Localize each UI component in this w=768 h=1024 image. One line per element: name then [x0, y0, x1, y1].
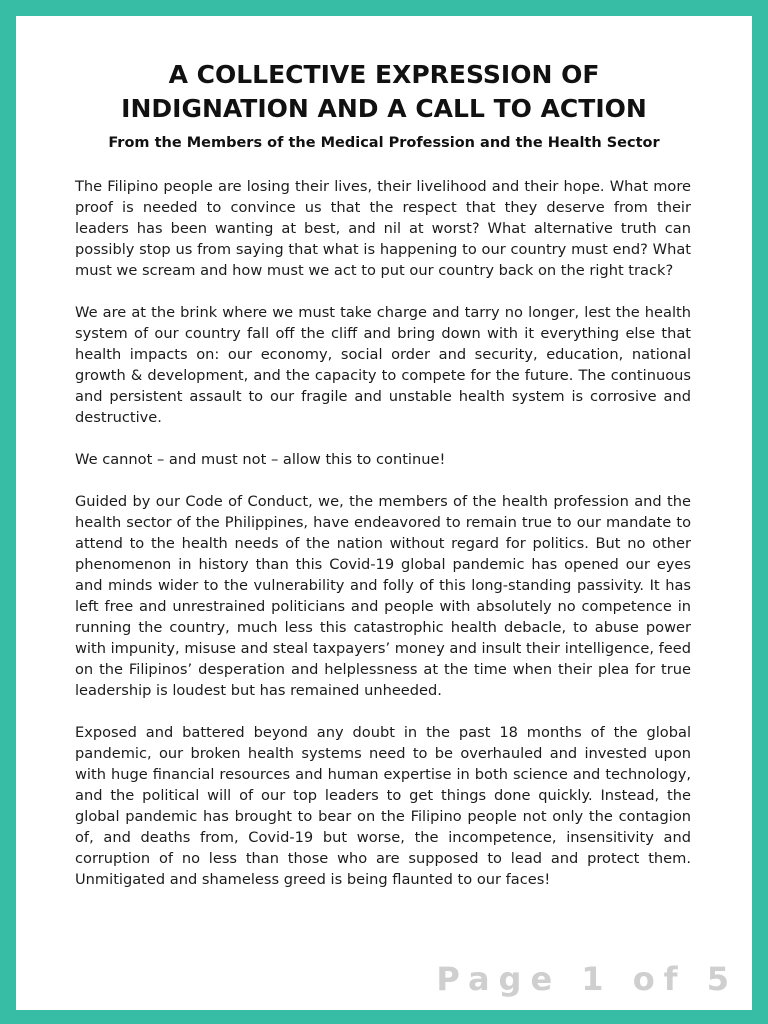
paragraph-2: We are at the brink where we must take charge and tarry no longer, lest the health system of our country fall off the cliff and bring down with it everything else that health impacts on: our economy, social order and security, education, national growth & development, and the capacity to compete for the future. The continuous and persistent assault to our fragile and unstable health system is corrosive and destructive. — [75, 304, 691, 426]
document-subtitle: From the Members of the Medical Profession and the Health Sector — [108, 135, 660, 151]
document-title — [16, 58, 752, 126]
paragraph-4: Guided by our Code of Conduct, we, the members of the health profession and the health sector of the Philippines, have endeavored to remain true to our mandate to attend to the health needs of the nation without regard for politics. But no other phenomenon in history than this Covid-19 global pandemic has opened our eyes and minds wider to the vulnerability and folly of this long-standing passivity. It has left free and unrestrained politicians and people with absolutely no competence in running the country, much less this catastrophic health debacle, to abuse power with impunity, misuse and steal taxpayers’ money and insult their intelligence, feed on the Filipinos’ desperation and helplessness at the time when their plea for true leadership is loudest but has remained unheeded. — [75, 493, 691, 699]
paragraph-3: We cannot – and must not – allow this to continue! — [75, 451, 446, 468]
document-page — [16, 16, 752, 1010]
page-number: Page 1 of 5 — [436, 960, 738, 998]
document-body — [75, 176, 691, 911]
paragraph-5: Exposed and battered beyond any doubt in the past 18 months of the global pandemic, our broken health systems need to be overhauled and invested upon with huge financial resources and human expertise in both science and technology, and the political will of our top leaders to get things done quickly. Instead, the global pandemic has brought to bear on the Filipino people not only the contagion of, and deaths from, Covid-19 but worse, the incompetence, insensitivity and corruption of no less than those who are supposed to lead and protect them. Unmitigated and shameless greed is being flaunted to our faces! — [75, 724, 691, 888]
title-line-1: A COLLECTIVE EXPRESSION OF — [168, 60, 600, 89]
paragraph-1: The Filipino people are losing their lives, their livelihood and their hope. What more proof is needed to convince us that the respect that they deserve from their leaders has been wanting at best, and nil at worst? What alternative truth can possibly stop us from saying that what is happening to our country must end? What must we scream and how must we act to put our country back on the right track? — [75, 178, 691, 279]
title-line-2: INDIGNATION AND A CALL TO ACTION — [121, 94, 647, 123]
